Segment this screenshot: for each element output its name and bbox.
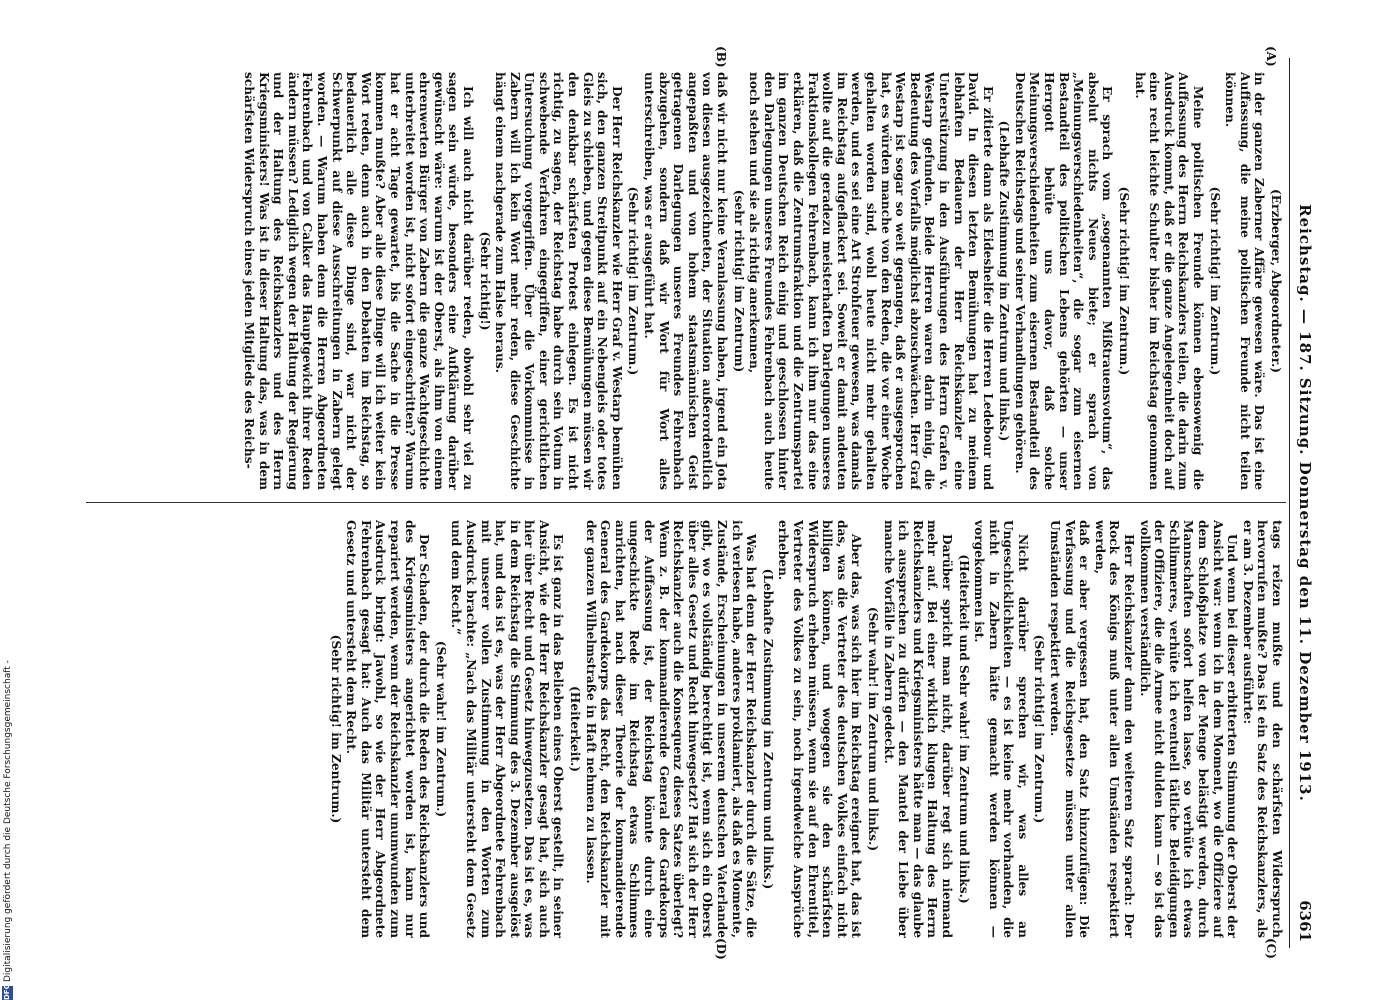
paragraph: Der Schaden, der durch die Reden des Reichskanzlers und des Kriegsministers angerichtet worden ist, kann nur repariert werden, wenn der Reichskanzler unumwunden zum Ausdruck bringt: Jawohl, so wie der Herr Abgeordnete Fehrenbach gesagt hat: Auch das Militär untersteht dem Gesetz und untersteht dem Recht. — [344, 520, 432, 938]
header-rule — [1289, 58, 1290, 948]
interjection: (Lebhafte Zustimmung im Zentrum und links.) — [760, 568, 775, 890]
paragraph: Darüber spricht man nicht, darüber regt sich niemand mehr auf. Bei einer wirklich klugen Haltung des Herrn Reichskanzlers und Kriegsministers hätte man — das glaube ich aussprechen zu dürfen — den Mantel der Liebe über manche Vorfälle in Zabern gedeckt. — [881, 520, 954, 938]
digitization-note — [1, 10, 15, 1000]
dfg-logo-icon: DFG — [3, 983, 11, 1000]
paragraph: in der ganzen Zaberner Affäre gewesen wäre. Das ist eine Auffassung, die meine politischen Freunde nicht teilen können. — [1223, 72, 1267, 490]
paragraph: Es ist ganz in das Belieben eines Oberst gestellt, in seiner Ansicht, wie der Herr Reichskanzler gesagt hat, sich auch hier über Recht und Gesetz hinwegzusetzen. Das ist es, was in dem Reichstag die Stimmung des 3. Dezember ausgelöst hat, und das ist es, was der Herr Abgeordnete Fehrenbach mit unserer vollen Zustimmung in den Worten zum Ausdruck brachte: „Nach das Militär untersteht dem Gesetz und dem Recht.“ — [449, 520, 566, 938]
margin-marker-b: (B) — [714, 46, 728, 68]
paragraph: Der Herr Reichskanzler wie Herr Graf v. Westarp bemühen sich, den ganzen Streitpunkt auf ein Nebengleis oder totes Gleis zu schieben, und gegen diese Bemühungen müssen wir den denkbar schärfsten Protest einlegen. Es ist nicht richtig, zu sagen, der Reichstag habe durch sein Votum in schwebende Verfahren eingegriffen, einer gerichtlichen Untersuchung vorgegriffen. Über die Vorkommnisse in Zabern will ich kein Wort mehr reden, diese Geschichte hängt einem nachgerade zum Halse heraus. — [493, 72, 624, 490]
interjection: (Heiterkeit.) — [568, 686, 583, 772]
running-title: Reichstag. — 187. Sitzung. Donnerstag den 11. Dezember 1913. — [1296, 204, 1314, 802]
paragraph: Nicht darüber sprechen wir, was alles an Ungeschicklichkeiten — es ist keine mehr vorhanden, die nicht in Zabern hätte gemacht werden können — vorgekommen ist. — [972, 520, 1030, 938]
margin-marker-c: (C) — [1264, 938, 1278, 959]
margin-marker-d: (D) — [714, 938, 728, 960]
interjection: (Sehr richtig! im Zentrum.) — [1117, 186, 1132, 376]
interjection: (Heiterkeit und Sehr wahr! im Zentrum und links.) — [956, 554, 971, 904]
interjection: (Lebhafte Zustimmung im Zentrum und links.) — [997, 120, 1012, 442]
interjection: (Sehr richtig! im Zentrum.) — [1032, 634, 1047, 824]
page-header — [1290, 58, 1320, 948]
right-text-column — [89, 520, 1284, 938]
page-number: 6361 — [1296, 900, 1314, 942]
interjection: (Erzberger, Abgeordneter.) — [1269, 188, 1283, 374]
paragraph: Und wenn bei dieser erbitterten Stimmung der Oberst der Ansicht war: wenn ich in dem Moment, wo die Offiziere auf dem Schloßplatze von der Menge belästigt werden, durch Mannschaften sofort helfen lasse, so verhüte ich etwas Schlimmeres, verhüte ich eventuell tätliche Beleidigungen der Offiziere, die die Armee nicht dulden kann — so ist das vollkommen verständlich. — [1137, 520, 1240, 938]
paragraph: daß wir nicht nur keine Veranlassung haben, irgend ein Jota von diesen ausgezeichneten, der Situation außerordentlich angepaßten und von hohem staatsmännischen Geist getragenen Darlegungen unseres Freundes Fehrenbach abzugehen, sondern daß wir Wort für Wort alles unterschreiben, was er ausgeführt hat. — [642, 72, 730, 490]
paragraph: Ich will auch nicht darüber reden, obwohl sehr viel zu sagen sein würde, besonders eine Aufklärung darüber gewünscht wäre: warum ist der Oberst, als ihm von einem ehrenwerten Bürger von Zabern die ganze Wachtgeschichte unterbreitet worden ist, nicht sofort eingeschritten? Warum hat er acht Tage gewartet, bis die Sache in die Presse kommen mußte? Aber alle diese Dinge will ich weiter kein Wort reden, denn auch in den Debatten im Reichstag, so bedauerlich alle diese Dinge sind, war nicht der Schwerpunkt auf diese Ausschreitungen in Zabern gelegt worden. — Warum haben denn die Herren Abgeordneten Fehrenbach und von Calker das Hauptgewicht ihrer Reden ändern müssen? Lediglich wegen der Haltung der Regierung und der Haltung des Reichskanzlers und des Herrn Kriegsministers! Was ist in dieser Haltung das, was in dem schärfsten Widerspruch eines jeden Mitglieds des Reichs- — [242, 72, 475, 490]
interjection: (sehr richtig! im Zentrum) — [731, 189, 746, 373]
paragraph: Aber das, was sich hier im Reichstag ereignet hat, das ist das, was die Vertreter des deutschen Volkes einfach nicht billigen können, und wogegen sie den schärfsten Widerspruch erheben müssen, wenn sie auf den Ehrentitel, Vertreter des Volkes zu sein, noch irgendwelche Ansprüche erheben. — [776, 520, 864, 938]
paragraph: daß er aber vergessen hat, den Satz hinzuzufügen: Die Verfassung und die Reichsgesetze müssen unter allen Umständen respektiert werden. — [1048, 520, 1092, 938]
paragraph: Herr Reichskanzler dann den weiteren Satz sprach: Der Rock des Königs muß unter allen Umständen respektiert werden, — [1092, 520, 1137, 938]
paragraph: Was hat denn der Herr Reichskanzler durch die Sätze, die ich verlesen habe, anderes proklamiert, als daß es Momente, Zustände, Erscheinungen in unserem deutschen Vaterlande gibt, wo es vollständig berechtigt ist, wenn sich ein Oberst über alles Gesetz und Recht hinwegsetzt? Hat sich der Herr Reichskanzler auch die Konsequenz dieses Satzes überlegt? Wenn z. B. der kommandierende General des Gardekorps der Auffassung ist, der Reichstag könnte durch eine ungeschickte Rede im Reichstag etwas Schlimmes anrichten, hat nach dieser Theorie der kommandierende General des Gardekorps das Recht, den Reichskanzler mit der ganzen Wilhelmstraße in Haft nehmen zu lassen. — [583, 520, 759, 938]
paragraph: Er zitierte dann als Eideshelfer die Herren Ledebour und David. In diesen letzten Bemühungen hat zu meinem lebhaften Bedauern der Herr Reichskanzler eine Unterstützung in den Ausführungen des Herrn Grafen v. Westarp gefunden. Beide Herren waren darin einig, die Bedeutung des Vorfalls möglichst abzuschwächen. Herr Graf Westarp ist sogar so weit gegangen, daß er ausgesprochen hat, es würden manche von den Reden, die vor einer Woche gehalten worden sind, wohl heute nicht mehr gehalten werden, und es sei eine Art Strohfeuer gewesen, was damals im Reichstag aufgeflackert sei. Soweit er damit andeuten wollte auf die geradezu meisterhaften Darlegungen unseres Fraktionskollegen Fehrenbach, kann ich ihm nur das eine erklären, daß die Zentrumsfraktion und die Zentrumspartei im ganzen Deutschen Reich einig und geschlossen hinter den Darlegungen unseres Freundes Fehrenbach auch heute noch stehen und sie als richtig anerkennen, — [747, 72, 995, 490]
interjection: (Sehr richtig!) — [477, 231, 492, 331]
interjection: (Sehr richtig! im Zentrum.) — [328, 634, 343, 824]
paragraph: Er sprach vom „sogenannten Mißtrauensvotum“, das absolut nichts Neues biete; er sprach von „Meinungsverschiedenheiten“, die sogar zum eisernen Bestandteil des politischen Lebens gehörten — unser Herrgott behüte uns davor, daß solche Meinungsverschiedenheiten zum eisernen Bestandteil des Deutschen Reichstags und seiner Verhandlungen gehören. — [1012, 72, 1115, 490]
paragraph: Meine politischen Freunde können ebensowenig die Auffassung des Herrn Reichskanzlers teilen, die darin zum Ausdruck kommt, daß er die ganze Angelegenheit doch auf eine recht leichte Schulter bisher im Reichstag genommen hat. — [1132, 72, 1206, 490]
margin-marker-a: (A) — [1264, 46, 1278, 67]
left-text-column — [89, 72, 1284, 490]
column-divider — [86, 502, 1286, 503]
interjection: (Sehr wahr! im Zentrum und links.) — [865, 606, 880, 852]
scanned-page — [80, 46, 1320, 960]
paragraph: tags reizen mußte und den schärfsten Widerspruch hervorrufen mußte? Das ist ein Satz des Reichskanzlers, als er am 3. Dezember ausführte: — [1240, 520, 1284, 938]
interjection: (Sehr richtig! im Zentrum.) — [1207, 186, 1222, 376]
interjection: (Sehr wahr! im Zentrum.) — [433, 640, 448, 818]
funding-note: Digitalisierung gefördert durch die Deutsche Forschungsgemeinschaft - — [3, 660, 13, 982]
interjection: (Sehr richtig! im Zentrum.) — [626, 186, 641, 376]
